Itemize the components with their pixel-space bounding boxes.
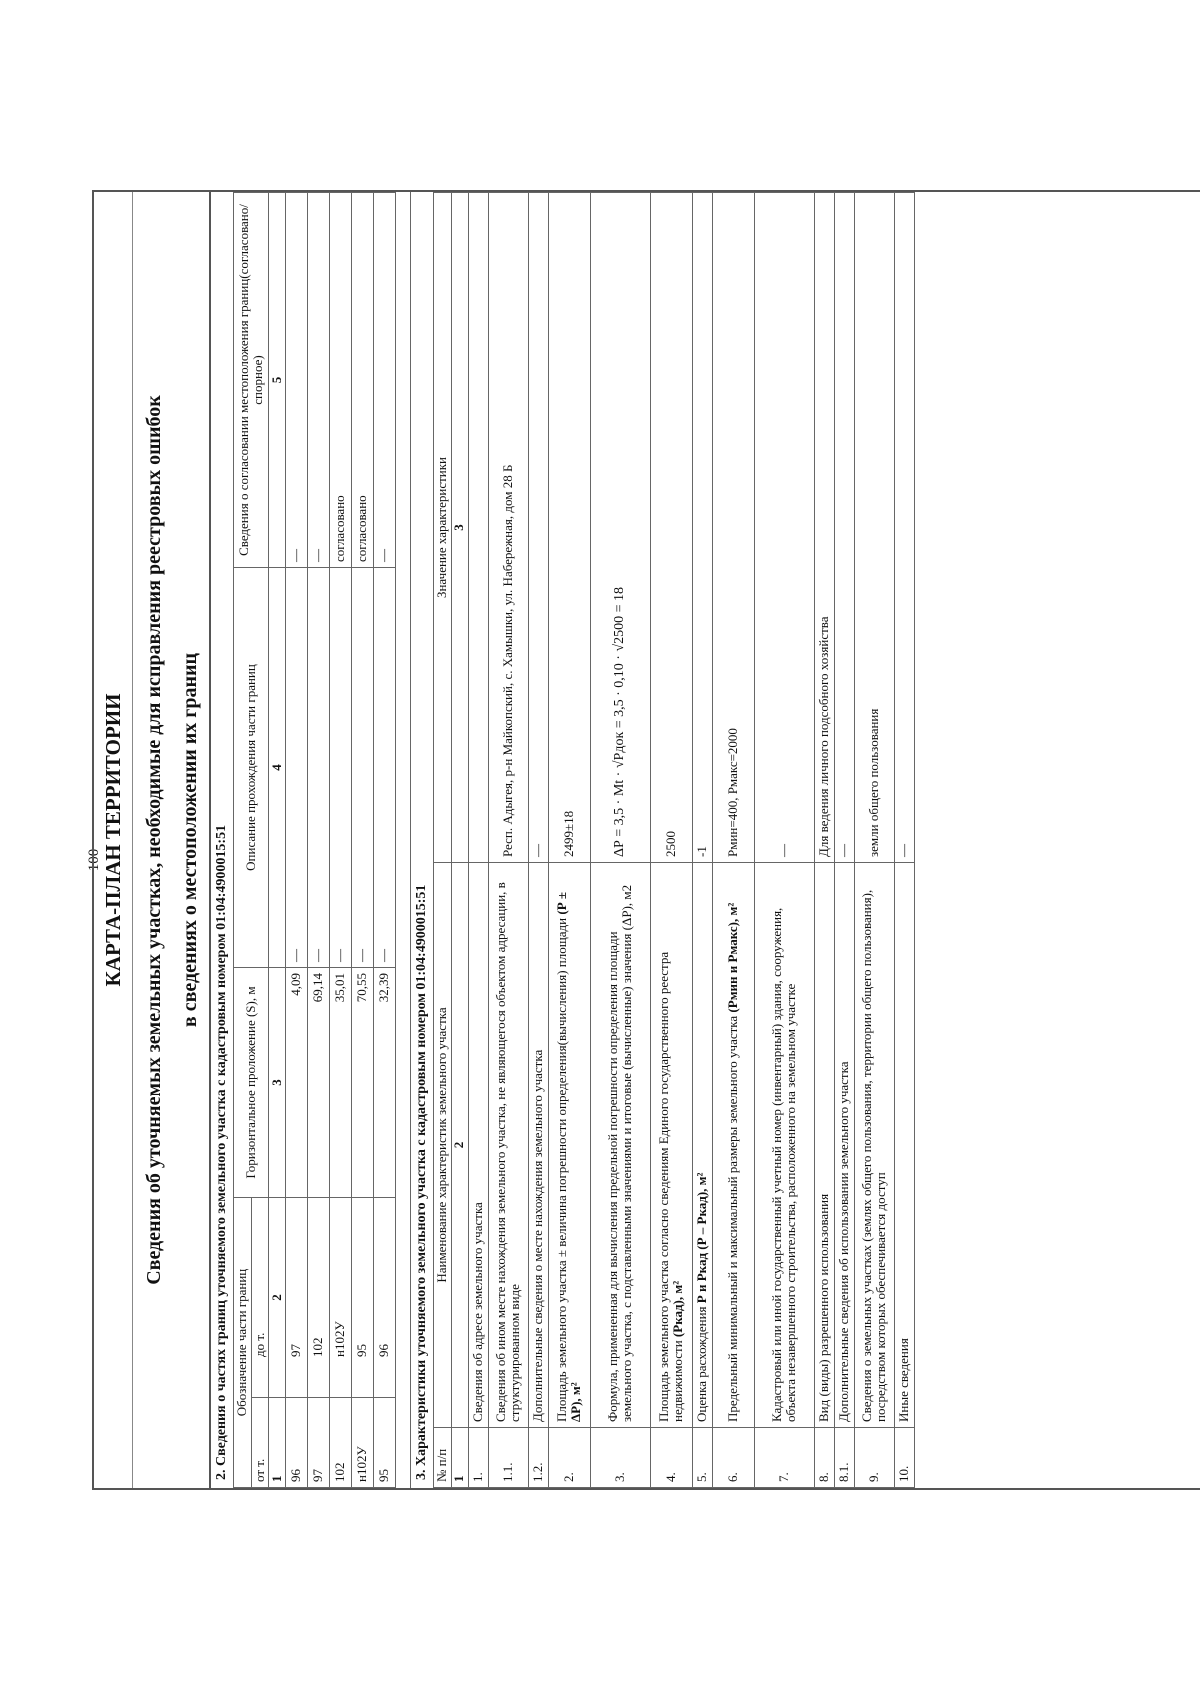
cell-value: Для ведения личного подсобного хозяйства bbox=[814, 193, 834, 863]
cell-name-formula: (Р ± ΔР), м² bbox=[553, 891, 584, 1422]
section-spacer bbox=[396, 192, 411, 1488]
cell-agreement: — bbox=[286, 193, 308, 568]
cell-description: — bbox=[330, 568, 352, 968]
cell-value: — bbox=[894, 193, 914, 863]
cell-num: 6. bbox=[712, 1428, 754, 1488]
table-row bbox=[754, 193, 814, 1488]
cell-description: — bbox=[374, 568, 396, 968]
cell-value: 2500 bbox=[650, 193, 692, 863]
cell-value bbox=[468, 193, 488, 863]
cell-name-text: Предельный минимальный и максимальный размеры земельного участка bbox=[724, 1015, 740, 1422]
cell-value: -1 bbox=[692, 193, 712, 863]
table-row bbox=[528, 193, 548, 1488]
cell-name-formula: (Рмин и Рмакс), м² bbox=[724, 902, 740, 1013]
cell-num: 1.2. bbox=[528, 1428, 548, 1488]
cell-agreement: — bbox=[374, 193, 396, 568]
page-number: 100 bbox=[86, 848, 102, 872]
cell-name-text: Площадь земельного участка ± величина погрешности определения(вычисления) площади bbox=[553, 917, 569, 1422]
table-row bbox=[712, 193, 754, 1488]
table-row bbox=[814, 193, 834, 1488]
table-row bbox=[352, 193, 374, 1488]
cell-value: — bbox=[754, 193, 814, 863]
column-index-row bbox=[451, 193, 468, 1488]
cell-to: 96 bbox=[374, 1198, 396, 1398]
cell-from: 97 bbox=[308, 1398, 330, 1488]
cell-agreement: согласовано bbox=[352, 193, 374, 568]
title-block bbox=[94, 192, 211, 1488]
cell-from: 96 bbox=[286, 1398, 308, 1488]
cell-to: 95 bbox=[352, 1198, 374, 1398]
table-row bbox=[894, 193, 914, 1488]
cell-num: 7. bbox=[754, 1428, 814, 1488]
cell-name: Дополнительные сведения об использовании земельного участка bbox=[834, 863, 854, 1428]
cell-name: Сведения об ином месте нахождения земельного участка, не являющегося объектом адресации, в структурированном виде bbox=[488, 863, 528, 1428]
cell-name: Иные сведения bbox=[894, 863, 914, 1428]
cell-name-text: Площадь земельного участка согласно сведениям Единого государственного реестра недвижимости bbox=[655, 951, 686, 1422]
boundary-parts-table bbox=[233, 192, 396, 1488]
cell-value-formula: ΔР = 3,5 · Мt · √Pдок = 3,5 · 0,10 · √2500 = 18 bbox=[590, 193, 650, 863]
column-index: 5 bbox=[269, 193, 286, 568]
table-row bbox=[488, 193, 528, 1488]
cell-name-formula: (Ркад), м² bbox=[670, 1280, 686, 1338]
cell-num: 3. bbox=[590, 1428, 650, 1488]
col-agreement-header: Сведения о согласовании местоположения границ(согласовано/спорное) bbox=[234, 193, 269, 568]
cell-agreement: согласовано bbox=[330, 193, 352, 568]
cell-agreement: — bbox=[308, 193, 330, 568]
characteristics-table bbox=[433, 192, 915, 1488]
cell-value: — bbox=[528, 193, 548, 863]
cell-name bbox=[650, 863, 692, 1428]
cell-length: 35,01 bbox=[330, 968, 352, 1198]
cell-name-formula: Р и Ркад (Р – Ркад), м² bbox=[693, 1172, 709, 1304]
cell-value: Рмин=400, Рмакс=2000 bbox=[712, 193, 754, 863]
col-from-header: от т. bbox=[251, 1398, 269, 1488]
map-plan-sheet bbox=[92, 190, 1200, 1490]
cell-num: 4. bbox=[650, 1428, 692, 1488]
cell-num: 8. bbox=[814, 1428, 834, 1488]
cell-num: 5. bbox=[692, 1428, 712, 1488]
cell-name bbox=[548, 863, 590, 1428]
col-name-header: Наименование характеристик земельного участка bbox=[434, 863, 452, 1428]
cell-name: Сведения об адресе земельного участка bbox=[468, 863, 488, 1428]
cell-description: — bbox=[352, 568, 374, 968]
cell-value: — bbox=[834, 193, 854, 863]
cell-length: 32,39 bbox=[374, 968, 396, 1198]
cell-num: 10. bbox=[894, 1428, 914, 1488]
column-index: 3 bbox=[269, 968, 286, 1198]
col-group-header: Обозначение части границ bbox=[234, 1198, 252, 1488]
section2-title: 2. Сведения о частях границ уточняемого земельного участка с кадастровым номером 01:04:4900015:51 bbox=[214, 824, 229, 1480]
cell-num: 1. bbox=[468, 1428, 488, 1488]
cell-from: 95 bbox=[374, 1398, 396, 1488]
col-to-header: до т. bbox=[251, 1198, 269, 1398]
column-index: 1 bbox=[451, 1428, 468, 1488]
cell-name: Кадастровый или иной государственный учетный номер (инвентарный) здания, сооружения, объекта незавершенного строительства, расположенного на земельном участке bbox=[754, 863, 814, 1428]
column-index: 2 bbox=[269, 1198, 286, 1398]
column-index: 1 bbox=[269, 1398, 286, 1488]
cell-name bbox=[692, 863, 712, 1428]
cell-name: Сведения о земельных участках (землях общего пользования, территории общего пользования), посредством которых обеспечивается доступ bbox=[854, 863, 894, 1428]
cell-description: — bbox=[308, 568, 330, 968]
table-row bbox=[548, 193, 590, 1488]
table-row bbox=[692, 193, 712, 1488]
section3-title: 3. Характеристики уточняемого земельного участка с кадастровым номером 01:04:4900015:51 bbox=[414, 884, 430, 1480]
cell-length: 4,09 bbox=[286, 968, 308, 1198]
cell-value: Респ. Адыгея, р-н Майкопский, с. Хамышки, ул. Набережная, дом 28 Б bbox=[488, 193, 528, 863]
table-row bbox=[834, 193, 854, 1488]
cell-length: 70,55 bbox=[352, 968, 374, 1198]
document-title: КАРТА-ПЛАН ТЕРРИТОРИИ bbox=[94, 192, 133, 1488]
column-index-row bbox=[269, 193, 286, 1488]
cell-num: 1.1. bbox=[488, 1428, 528, 1488]
document-subtitle-line1: Сведения об уточняемых земельных участках, необходимые для исправления реестровых ошибок bbox=[143, 395, 165, 1285]
col-num-header: № п/п bbox=[434, 1428, 452, 1488]
table-row bbox=[330, 193, 352, 1488]
cell-value: земли общего пользования bbox=[854, 193, 894, 863]
cell-description: — bbox=[286, 568, 308, 968]
cell-num: 2. bbox=[548, 1428, 590, 1488]
col-value-header: Значение характеристики bbox=[434, 193, 452, 863]
col-length-header: Горизонтальное проложение (S), м bbox=[234, 968, 269, 1198]
table-row bbox=[650, 193, 692, 1488]
table-row bbox=[308, 193, 330, 1488]
table-row bbox=[468, 193, 488, 1488]
cell-from: 102 bbox=[330, 1398, 352, 1488]
col-description-header: Описание прохождения части границ bbox=[234, 568, 269, 968]
cell-to: н102У bbox=[330, 1198, 352, 1398]
cell-name: Дополнительные сведения о месте нахождения земельного участка bbox=[528, 863, 548, 1428]
cell-value: 2499±18 bbox=[548, 193, 590, 863]
cell-num: 9. bbox=[854, 1428, 894, 1488]
cell-name-text: Оценка расхождения bbox=[693, 1306, 709, 1422]
cell-to: 97 bbox=[286, 1198, 308, 1398]
cell-length: 69,14 bbox=[308, 968, 330, 1198]
document-subtitle-line2: в сведениях о местоположении их границ bbox=[179, 652, 201, 1028]
table-row bbox=[590, 193, 650, 1488]
table-row bbox=[374, 193, 396, 1488]
cell-from: н102У bbox=[352, 1398, 374, 1488]
cell-name bbox=[712, 863, 754, 1428]
column-index: 3 bbox=[451, 193, 468, 863]
column-index: 4 bbox=[269, 568, 286, 968]
table-row bbox=[854, 193, 894, 1488]
cell-name: Формула, примененная для вычисления предельной погрешности определения площади земельного участка, с подставленными значениями и итоговые (вычисленные) значения (ΔР), м2 bbox=[590, 863, 650, 1428]
cell-name: Вид (виды) разрешенного использования bbox=[814, 863, 834, 1428]
table-row bbox=[286, 193, 308, 1488]
cell-num: 8.1. bbox=[834, 1428, 854, 1488]
cell-to: 102 bbox=[308, 1198, 330, 1398]
column-index: 2 bbox=[451, 863, 468, 1428]
